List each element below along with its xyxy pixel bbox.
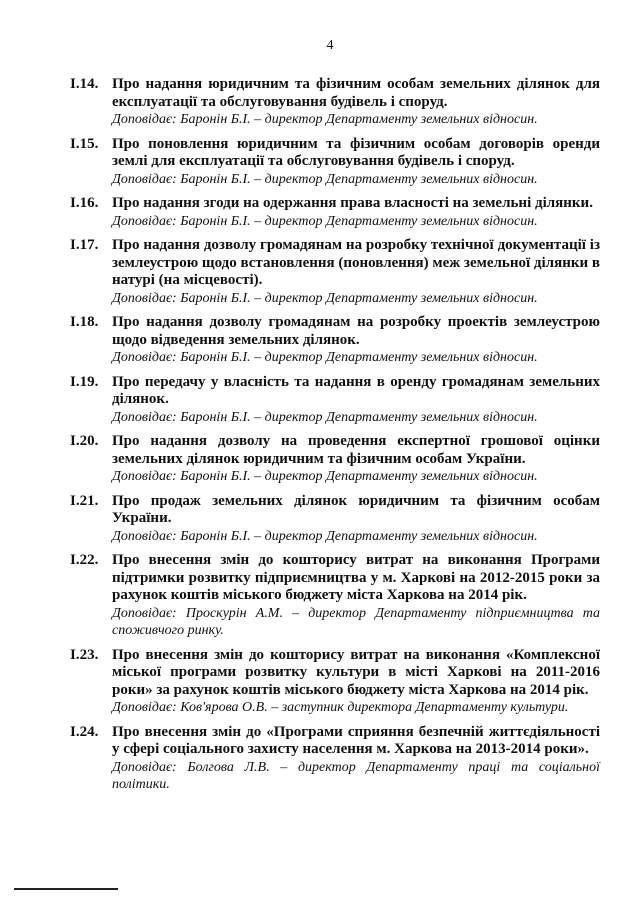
agenda-list: [0, 76, 642, 801]
item-speaker: Доповідає: Баронін Б.І. – директор Департаменту земельних відносин.: [112, 290, 538, 306]
agenda-item: [0, 433, 642, 486]
item-number: І.17.: [70, 237, 99, 253]
item-number: І.20.: [70, 433, 99, 449]
item-number: І.24.: [70, 723, 99, 740]
item-speaker: Доповідає: Баронін Б.І. – директор Департаменту земельних відносин.: [112, 350, 538, 365]
item-title: Про надання юридичним та фізичним особам земельних ділянок для експлуатації та обслуговування будівель і споруд.: [112, 76, 600, 110]
item-number: І.22.: [70, 552, 99, 568]
item-speaker: Доповідає: Баронін Б.І. – директор Департаменту земельних відносин.: [112, 112, 538, 127]
footer-rule: [14, 888, 118, 890]
item-title: Про внесення змін до кошторису витрат на виконання «Комплексної міської програми розвитку культури в місті Харкові на 2011-2016 роки» за рахунок коштів міського бюджету міста Харкова на 2014 рік.: [112, 646, 600, 698]
item-number: І.23.: [70, 646, 99, 663]
item-speaker: Доповідає: Проскурін А.М. – директор Департаменту підприємництва та споживчого ринку.: [112, 605, 600, 638]
item-number: І.18.: [70, 314, 99, 330]
item-title: Про продаж земельних ділянок юридичним та фізичним особам України.: [112, 492, 600, 526]
agenda-item: [0, 647, 642, 717]
item-number: І.14.: [70, 76, 99, 92]
item-speaker: Доповідає: Ков'ярова О.В. – заступник директора Департаменту культури.: [112, 700, 569, 715]
agenda-item: [0, 76, 642, 129]
item-speaker: Доповідає: Баронін Б.І. – директор Департаменту земельних відносин.: [112, 528, 538, 544]
agenda-item: [0, 724, 642, 794]
agenda-item: [0, 136, 642, 189]
agenda-item: [0, 314, 642, 367]
item-title: Про передачу у власність та надання в оренду громадянам земельних ділянок.: [112, 373, 600, 407]
item-title: Про надання дозволу громадянам на розробку технічної документації із землеустрою щодо встановлення (поновлення) меж земельної ділянки в натурі (на місцевості).: [112, 237, 600, 288]
item-speaker: Доповідає: Баронін Б.І. – директор Департаменту земельних відносин.: [112, 409, 538, 425]
item-speaker: Доповідає: Болгова Л.В. – директор Департаменту праці та соціальної політики.: [112, 759, 600, 792]
item-title: Про поновлення юридичним та фізичним особам договорів оренди землі для експлуатації та обслуговування будівель і споруд.: [112, 135, 600, 169]
agenda-item: [0, 552, 642, 640]
agenda-item: [0, 237, 642, 307]
item-speaker: Доповідає: Баронін Б.І. – директор Департаменту земельних відносин.: [112, 469, 538, 484]
page-number: 4: [326, 38, 334, 53]
item-title: Про внесення змін до кошторису витрат на виконання Програми підтримки розвитку підприємництва у м. Харкові на 2012-2015 роки за рахунок коштів міського бюджету міста Харкова на 2014 рік.: [112, 552, 600, 603]
item-title: Про надання згоди на одержання права власності на земельні ділянки.: [112, 195, 593, 211]
agenda-item: [0, 374, 642, 427]
item-title: Про надання дозволу на проведення експертної грошової оцінки земельних ділянок юридичним та фізичним особам України.: [112, 433, 600, 467]
item-speaker: Доповідає: Баронін Б.І. – директор Департаменту земельних відносин.: [112, 213, 538, 229]
item-title: Про надання дозволу громадянам на розробку проектів землеустрою щодо відведення земельних ділянок.: [112, 314, 600, 348]
item-number: І.15.: [70, 135, 99, 152]
agenda-item: [0, 195, 642, 230]
agenda-item: [0, 493, 642, 546]
item-number: І.21.: [70, 492, 99, 509]
item-speaker: Доповідає: Баронін Б.І. – директор Департаменту земельних відносин.: [112, 171, 538, 187]
item-title: Про внесення змін до «Програми сприяння безпечній життєдіяльності у сфері соціального захисту населення м. Харкова на 2013-2014 роки».: [112, 723, 600, 757]
item-number: І.16.: [70, 195, 99, 211]
item-number: І.19.: [70, 373, 99, 390]
